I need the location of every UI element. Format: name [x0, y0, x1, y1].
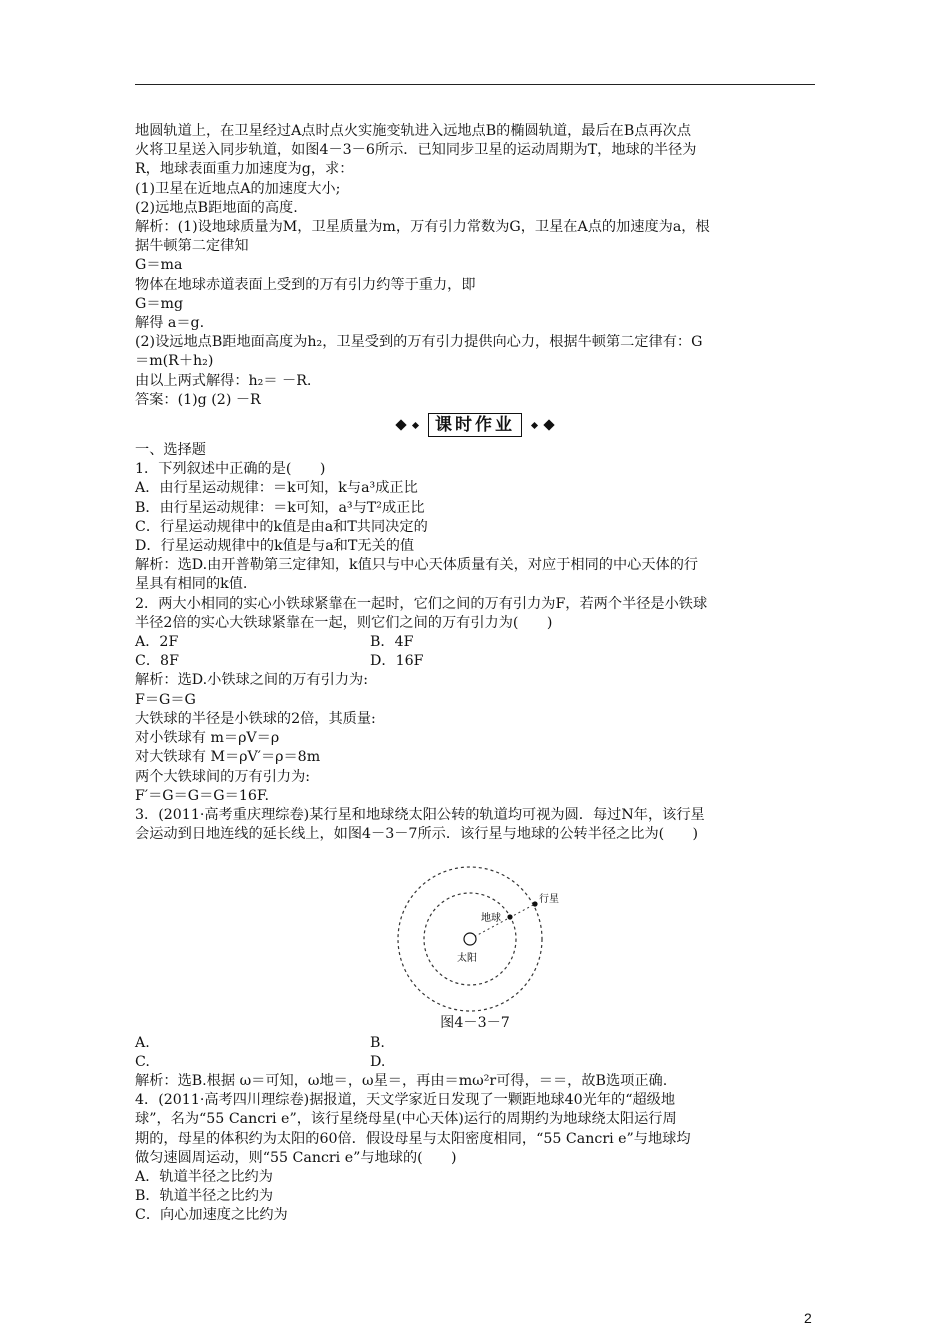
text-line: F′＝G＝G＝G＝16F. [135, 787, 270, 804]
text-line: B．由行星运动规律：＝k可知，a³与T²成正比 [135, 499, 425, 516]
text-line: 2．两大小相同的实心小铁球紧靠在一起时，它们之间的万有引力为F，若两个半径是小铁球 [135, 595, 708, 612]
text-line: 会运动到日地连线的延长线上，如图4－3－7所示．该行星与地球的公转半径之比为( ) [135, 826, 699, 843]
text-line: 做匀速圆周运动，则“55 Cancri e”与地球的( ) [135, 1149, 457, 1166]
text-line: 对小铁球有 m＝ρV＝ρ [135, 730, 280, 747]
option-d: D．16F [370, 653, 424, 670]
text-line: B．轨道半径之比约为 [135, 1188, 274, 1205]
text-line: 两个大铁球间的万有引力为: [135, 768, 311, 785]
planet-dot [532, 902, 537, 907]
page-content [135, 122, 815, 1226]
text-line: 3．(2011·高考重庆理综卷)某行星和地球绕太阳公转的轨道均可视为圆．每过N年，该行星 [135, 806, 705, 823]
text-line: 解析：(1)设地球质量为M，卫星质量为m，万有引力常数为G，卫星在A点的加速度为a，根 [135, 219, 710, 236]
text-line: 球”，名为“55 Cancri e”，该行星绕母星(中心天体)运行的周期约为地球绕太阳运行周 [135, 1111, 677, 1128]
option-a: A. [135, 1034, 150, 1051]
planet-label: 行星 [539, 894, 559, 906]
text-line: 火将卫星送入同步轨道，如图4－3－6所示．已知同步卫星的运动周期为T，地球的半径为 [135, 142, 697, 159]
text-line: C．向心加速度之比约为 [135, 1207, 288, 1224]
option-c: C. [135, 1053, 150, 1070]
earth-label: 地球 [481, 913, 501, 925]
text-line: C．行星运动规律中的k值是由a和T共同决定的 [135, 518, 428, 535]
text-line: 一、选择题 [135, 442, 206, 459]
earth-dot [507, 915, 512, 920]
text-line: 半径2倍的实心大铁球紧靠在一起，则它们之间的万有引力为( ) [135, 614, 553, 631]
text-line: 对大铁球有 M＝ρV′＝ρ＝8m [135, 749, 321, 766]
text-line: 物体在地球赤道表面上受到的万有引力约等于重力，即 [135, 276, 476, 293]
top-section [135, 122, 815, 410]
text-line: 地圆轨道上，在卫星经过A点时点火实施变轨进入远地点B的椭圆轨道，最后在B点再次点 [135, 123, 692, 139]
text-line: G＝ma [135, 257, 183, 274]
sun-earth-line [470, 904, 535, 939]
small-diamond-icon [412, 422, 419, 429]
option-b: B．4F [370, 634, 414, 651]
text-line: F＝G＝G [135, 691, 196, 708]
option-row [135, 652, 815, 671]
text-line: 1．下列叙述中正确的是( ) [135, 461, 326, 478]
text-line: R，地球表面重力加速度为g，求： [135, 161, 354, 178]
sun-icon [464, 933, 476, 945]
text-line: 4．(2011·高考四川理综卷)据报道，天文学家近日发现了一颗距地球40光年的“超级地 [135, 1092, 676, 1109]
header-rule [135, 84, 815, 85]
diamond-icon [543, 419, 554, 430]
option-d: D. [370, 1053, 386, 1070]
text-line: 答案：(1)g (2) －R [135, 391, 261, 408]
figure-caption: 图4－3－7 [440, 1015, 510, 1032]
exercise-section [135, 441, 815, 844]
sun-label: 太阳 [457, 953, 477, 965]
text-line: (2)设远地点B距地面高度为h₂，卫星受到的万有引力提供向心力，根据牛顿第二定律有：G [135, 334, 703, 351]
orbit-diagram [395, 854, 559, 1014]
section-banner [135, 412, 815, 438]
text-line: G＝mg [135, 295, 184, 312]
small-diamond-icon [531, 422, 538, 429]
text-line: ＝m(R＋h₂) [135, 353, 214, 370]
text-line: (2)远地点B距地面的高度. [135, 199, 298, 216]
text-line: 星具有相同的k值. [135, 576, 248, 593]
text-line: D．行星运动规律中的k值是与a和T无关的值 [135, 538, 415, 555]
text-line: A．由行星运动规律：＝k可知，k与a³成正比 [135, 480, 418, 497]
exercise-section-continued [135, 1034, 815, 1226]
option-c: C．8F [135, 653, 179, 670]
option-row [135, 1053, 815, 1072]
text-line: (1)卫星在近地点A的加速度大小; [135, 180, 341, 197]
text-line: 解析：选B.根据 ω＝可知，ω地＝，ω星＝，再由＝mω²r可得，＝＝，故B选项正确. [135, 1072, 668, 1089]
banner-title: 课时作业 [428, 413, 522, 437]
text-line: 据牛顿第二定律知 [135, 238, 249, 255]
orbit-figure [135, 854, 815, 1014]
option-row [135, 1034, 815, 1053]
diamond-icon [395, 419, 406, 430]
text-line: 期的，母星的体积约为太阳的60倍．假设母星与太阳密度相同，“55 Cancri e”与地球均 [135, 1130, 691, 1147]
text-line: 解得 a＝g. [135, 315, 205, 332]
option-b: B. [370, 1034, 385, 1051]
text-line: 解析：选D.由开普勒第三定律知，k值只与中心天体质量有关，对应于相同的中心天体的行 [135, 557, 699, 574]
page-number: 2 [804, 1310, 812, 1326]
text-line: A．轨道半径之比约为 [135, 1168, 273, 1185]
text-line: 大铁球的半径是小铁球的2倍，其质量: [135, 710, 376, 727]
option-a: A．2F [135, 634, 179, 651]
text-line: 由以上两式解得：h₂＝ －R. [135, 372, 312, 389]
option-row [135, 633, 815, 652]
text-line: 解析：选D.小铁球之间的万有引力为: [135, 672, 368, 689]
